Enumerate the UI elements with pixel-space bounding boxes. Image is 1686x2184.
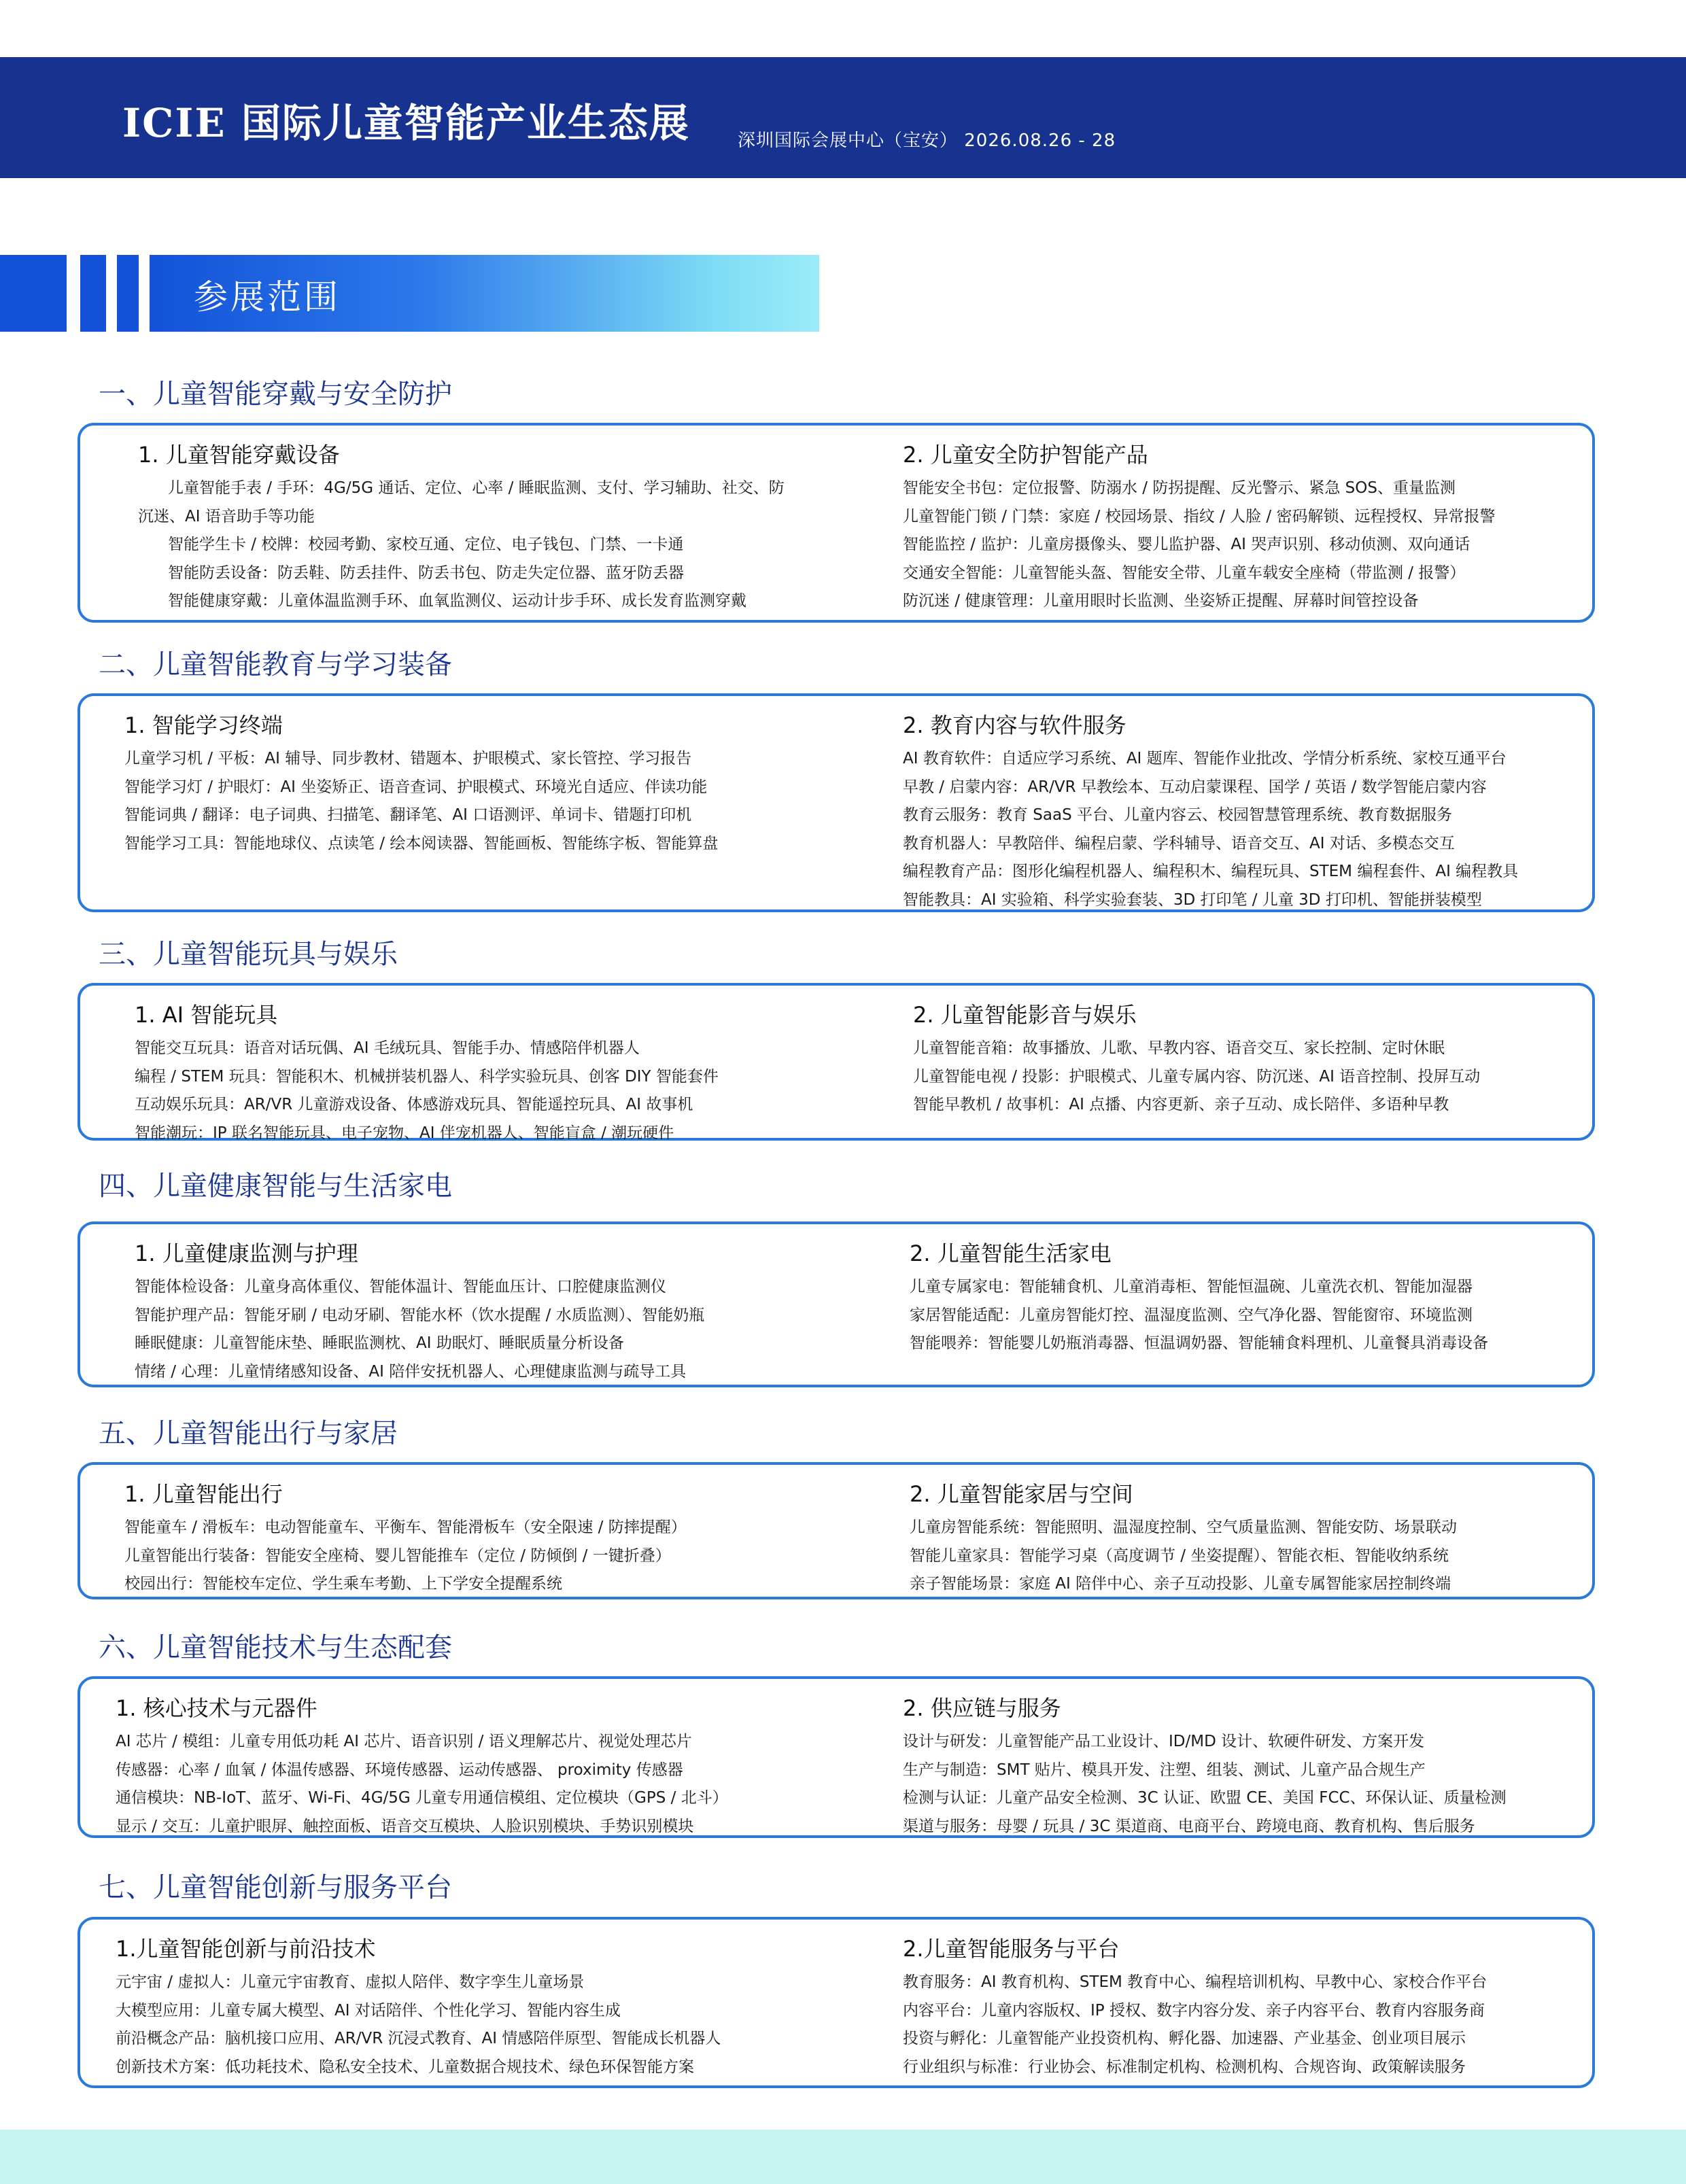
subsection-heading: 2. 儿童智能生活家电: [910, 1241, 1112, 1266]
item-line: 行业组织与标准：行业协会、标准制定机构、检测机构、合规咨询、政策解读服务: [903, 2058, 1466, 2076]
subsection-heading: 1. 儿童智能穿戴设备: [138, 442, 340, 468]
section-title: 五、儿童智能出行与家居: [99, 1418, 398, 1449]
subsection-heading: 2. 儿童智能家居与空间: [910, 1481, 1133, 1507]
item-line: 儿童学习机 / 平板：AI 辅导、同步教材、错题本、护眼模式、家长管控、学习报告: [124, 750, 692, 767]
item-line: 智能教具：AI 实验箱、科学实验套装、3D 打印笔 / 儿童 3D 打印机、智能拼装模型: [903, 890, 1482, 909]
item-line: AI 教育软件：自适应学习系统、AI 题库、智能作业批改、学情分析系统、家校互通平台: [903, 750, 1507, 767]
item-line: 智能学生卡 / 校牌：校园考勤、家校互通、定位、电子钱包、门禁、一卡通: [168, 536, 684, 553]
subsection-heading: 2. 供应链与服务: [903, 1695, 1061, 1721]
item-line: 检测与认证：儿童产品安全检测、3C 认证、欧盟 CE、美国 FCC、环保认证、质量检测: [903, 1789, 1507, 1807]
subsection-right: [913, 998, 1480, 1120]
item-line: 智能安全书包：定位报警、防溺水 / 防拐提醒、反光警示、紧急 SOS、重量监测: [903, 479, 1456, 497]
item-line: 创新技术方案：低功耗技术、隐私安全技术、儿童数据合规技术、绿色环保智能方案: [116, 2058, 694, 2076]
item-line: 智能监控 / 监护：儿童房摄像头、婴儿监护器、AI 哭声识别、移动侦测、双向通话: [903, 536, 1470, 553]
item-line: 亲子智能场景：家庭 AI 陪伴中心、亲子互动投影、儿童专属智能家居控制终端: [910, 1575, 1451, 1593]
subsection-heading: 1. 儿童智能出行: [124, 1481, 283, 1507]
item-line: 编程教育产品：图形化编程机器人、编程积木、编程玩具、STEM 编程套件、AI 编程教具: [903, 863, 1519, 880]
subsection-heading: 2. 教育内容与软件服务: [903, 712, 1126, 738]
item-line: 前沿概念产品：脑机接口应用、AR/VR 沉浸式教育、AI 情感陪伴原型、智能成长机器人: [116, 2030, 721, 2047]
item-line: 儿童智能电视 / 投影：护眼模式、儿童专属内容、防沉迷、AI 语音控制、投屏互动: [913, 1067, 1481, 1086]
banner-bar: [117, 255, 139, 332]
item-line: 家居智能适配：儿童房智能灯控、温湿度监测、空气净化器、智能窗帘、环境监测: [910, 1306, 1473, 1324]
subsection-right: [903, 438, 1495, 616]
item-line: 交通安全智能：儿童智能头盔、智能安全带、儿童车载安全座椅（带监测 / 报警）: [903, 564, 1466, 582]
section-box: [78, 423, 1595, 623]
item-line: 儿童智能音箱：故事播放、儿歌、早教内容、语音交互、家长控制、定时休眠: [913, 1039, 1445, 1057]
subsection-right: [903, 1691, 1507, 1841]
subsection-right: [903, 708, 1518, 914]
subsection-heading: 2. 儿童智能影音与娱乐: [913, 1002, 1137, 1028]
item-line: 渠道与服务：母婴 / 玩具 / 3C 渠道商、电商平台、跨境电商、教育机构、售后服务: [903, 1817, 1475, 1835]
section-title: 六、儿童智能技术与生态配套: [99, 1632, 452, 1663]
subsection-left: [116, 1691, 728, 1841]
subsection-heading: 1. 智能学习终端: [124, 712, 283, 738]
section-box: [78, 1462, 1595, 1599]
item-line: 教育机器人：早教陪伴、编程启蒙、学科辅导、语音交互、AI 对话、多模态交互: [903, 834, 1455, 852]
item-line: 情绪 / 心理：儿童情绪感知设备、AI 陪伴安抚机器人、心理健康监测与疏导工具: [135, 1362, 687, 1381]
item-line: 智能早教机 / 故事机：AI 点播、内容更新、亲子互动、成长陪伴、多语种早教: [913, 1096, 1449, 1113]
item-line: 智能护理产品：智能牙刷 / 电动牙刷、智能水杯（饮水提醒 / 水质监测）、智能奶瓶: [135, 1306, 705, 1324]
item-line: 儿童专属家电：智能辅食机、儿童消毒柜、智能恒温碗、儿童洗衣机、智能加湿器: [910, 1278, 1473, 1296]
subsection-heading: 1. 核心技术与元器件: [116, 1695, 317, 1721]
banner-bar: [80, 255, 106, 332]
item-line: 传感器：心率 / 血氧 / 体温传感器、环境传感器、运动传感器、 proximity 传感器: [116, 1761, 683, 1779]
item-line: 早教 / 启蒙内容：AR/VR 早教绘本、互动启蒙课程、国学 / 英语 / 数学智能启蒙内容: [903, 778, 1487, 796]
item-line: 显示 / 交互：儿童护眼屏、触控面板、语音交互模块、人脸识别模块、手势识别模块: [116, 1817, 694, 1835]
item-line: AI 芯片 / 模组：儿童专用低功耗 AI 芯片、语音识别 / 语义理解芯片、视觉处理芯片: [116, 1733, 692, 1750]
item-line: 校园出行：智能校车定位、学生乘车考勤、上下学安全提醒系统: [124, 1575, 562, 1593]
item-line: 智能童车 / 滑板车：电动智能童车、平衡车、智能滑板车（安全限速 / 防摔提醒）: [124, 1519, 687, 1536]
item-line: 生产与制造：SMT 贴片、模具开发、注塑、组装、测试、儿童产品合规生产: [903, 1761, 1426, 1779]
item-line: 智能防丢设备：防丢鞋、防丢挂件、防丢书包、防走失定位器、蓝牙防丢器: [168, 564, 684, 582]
section-box: [78, 1676, 1595, 1838]
section-box: [78, 1917, 1595, 2088]
subsection-heading: 1. 儿童健康监测与护理: [135, 1241, 358, 1266]
page-footer-band: [0, 2130, 1686, 2184]
venue-date: 深圳国际会展中心（宝安） 2026.08.26 - 28: [738, 131, 1116, 151]
subsection-left: [135, 1236, 704, 1386]
item-line: 智能体检设备：儿童身高体重仪、智能体温计、智能血压计、口腔健康监测仪: [135, 1278, 666, 1296]
subsection-heading: 1.儿童智能创新与前沿技术: [116, 1936, 376, 1962]
section-title: 四、儿童健康智能与生活家电: [99, 1171, 452, 1202]
item-line: 元宇宙 / 虚拟人：儿童元宇宙教育、虚拟人陪伴、数字孪生儿童场景: [116, 1973, 585, 1991]
item-line: 儿童智能手表 / 手环：4G/5G 通话、定位、心率 / 睡眠监测、支付、学习辅助、社交、防: [168, 479, 785, 497]
item-line: 智能健康穿戴：儿童体温监测手环、血氧监测仪、运动计步手环、成长发育监测穿戴: [168, 592, 746, 610]
item-line: 智能儿童家具：智能学习桌（高度调节 / 坐姿提醒）、智能衣柜、智能收纳系统: [910, 1546, 1449, 1565]
item-line: 互动娱乐玩具：AR/VR 儿童游戏设备、体感游戏玩具、智能遥控玩具、AI 故事机: [135, 1096, 693, 1113]
page-header: [0, 57, 1686, 178]
item-line: 教育服务：AI 教育机构、STEM 教育中心、编程培训机构、早教中心、家校合作平台: [903, 1973, 1487, 1991]
section-title: 七、儿童智能创新与服务平台: [99, 1872, 452, 1903]
item-line: 通信模块：NB-IoT、蓝牙、Wi-Fi、4G/5G 儿童专用通信模组、定位模块（GPS / 北斗）: [116, 1789, 728, 1807]
banner-label: 参展范围: [194, 277, 341, 317]
subsection-right: [910, 1477, 1457, 1599]
item-line: 儿童智能出行装备：智能安全座椅、婴儿智能推车（定位 / 防倾倒 / 一键折叠）: [124, 1546, 671, 1565]
item-line: 智能潮玩：IP 联名智能玩具、电子宠物、AI 伴宠机器人、智能盲盒 / 潮玩硬件: [135, 1124, 674, 1142]
subsection-left: [138, 438, 785, 616]
subsection-heading: 1. AI 智能玩具: [135, 1002, 278, 1028]
section-box: [78, 693, 1595, 912]
scope-banner: [0, 255, 819, 332]
item-line: 编程 / STEM 玩具：智能积木、机械拼装机器人、科学实验玩具、创客 DIY 智能套件: [135, 1067, 719, 1086]
exhibition-title: ICIE 国际儿童智能产业生态展: [122, 100, 690, 146]
subsection-heading: 2. 儿童安全防护智能产品: [903, 442, 1148, 468]
section-title: 二、儿童智能教育与学习装备: [99, 649, 452, 680]
section-box: [78, 1221, 1595, 1387]
section-title: 一、儿童智能穿戴与安全防护: [99, 379, 452, 410]
item-line: 智能喂养：智能婴儿奶瓶消毒器、恒温调奶器、智能辅食料理机、儿童餐具消毒设备: [910, 1334, 1488, 1352]
item-line: 儿童房智能系统：智能照明、温湿度控制、空气质量监测、智能安防、场景联动: [910, 1519, 1457, 1536]
item-line: 防沉迷 / 健康管理：儿童用眼时长监测、坐姿矫正提醒、屏幕时间管控设备: [903, 592, 1419, 610]
subsection-left: [124, 1477, 687, 1599]
subsection-right: [903, 1932, 1487, 2081]
subsection-left: [124, 708, 718, 858]
item-line: 智能学习灯 / 护眼灯：AI 坐姿矫正、语音查词、护眼模式、环境光自适应、伴读功能: [124, 778, 708, 796]
section-box: [78, 983, 1595, 1141]
subsection-left: [116, 1932, 721, 2081]
item-line: 设计与研发：儿童智能产品工业设计、ID/MD 设计、软硬件研发、方案开发: [903, 1733, 1425, 1750]
item-line: 投资与孵化：儿童智能产业投资机构、孵化器、加速器、产业基金、创业项目展示: [903, 2030, 1466, 2047]
item-line: 智能词典 / 翻译：电子词典、扫描笔、翻译笔、AI 口语测评、单词卡、错题打印机: [124, 806, 692, 824]
banner-bar: [0, 255, 67, 332]
subsection-heading: 2.儿童智能服务与平台: [903, 1936, 1120, 1962]
item-line: 内容平台：儿童内容版权、IP 授权、数字内容分发、亲子内容平台、教育内容服务商: [903, 2001, 1485, 2020]
item-line: 睡眠健康：儿童智能床垫、睡眠监测枕、AI 助眠灯、睡眠质量分析设备: [135, 1334, 624, 1352]
subsection-right: [910, 1236, 1488, 1358]
item-line: 儿童智能门锁 / 门禁：家庭 / 校园场景、指纹 / 人脸 / 密码解锁、远程授权、异常报警: [903, 507, 1496, 525]
section-title: 三、儿童智能玩具与娱乐: [99, 939, 398, 970]
item-line: 大模型应用：儿童专属大模型、AI 对话陪伴、个性化学习、智能内容生成: [116, 2001, 621, 2020]
item-line: 沉迷、AI 语音助手等功能: [138, 507, 315, 525]
item-line: 智能交互玩具：语音对话玩偶、AI 毛绒玩具、智能手办、情感陪伴机器人: [135, 1039, 640, 1057]
item-line: 智能学习工具：智能地球仪、点读笔 / 绘本阅读器、智能画板、智能练字板、智能算盘: [124, 834, 719, 852]
item-line: 教育云服务：教育 SaaS 平台、儿童内容云、校园智慧管理系统、教育数据服务: [903, 806, 1453, 824]
subsection-left: [135, 998, 719, 1147]
